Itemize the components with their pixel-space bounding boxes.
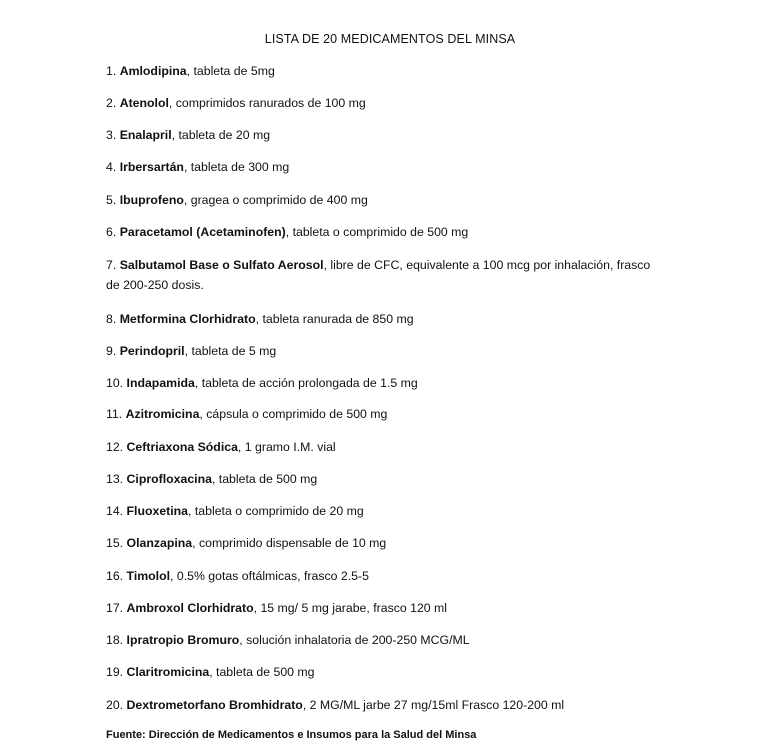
item-name: Ipratropio Bromuro bbox=[126, 633, 240, 647]
item-name: Ceftriaxona Sódica bbox=[126, 440, 238, 454]
item-description: , tableta de acción prolongada de 1.5 mg bbox=[194, 376, 418, 390]
item-name: Paracetamol (Acetaminofen) bbox=[119, 225, 286, 239]
item-name: Perindopril bbox=[119, 344, 185, 358]
list-item bbox=[106, 125, 666, 145]
item-number: 19. bbox=[106, 665, 124, 679]
item-description: , tableta de 5 mg bbox=[184, 344, 277, 358]
item-number: 7. bbox=[106, 258, 117, 272]
item-description: , tableta de 5mg bbox=[186, 64, 275, 78]
item-name: Timolol bbox=[126, 569, 171, 583]
item-name: Olanzapina bbox=[126, 536, 193, 550]
list-item bbox=[106, 437, 666, 457]
item-description: , tableta de 20 mg bbox=[171, 128, 271, 142]
item-description: , solución inhalatoria de 200-250 MCG/ML bbox=[239, 633, 470, 647]
item-description: , 2 MG/ML jarbe 27 mg/15ml Frasco 120-200 ml bbox=[302, 698, 565, 712]
list-item bbox=[106, 662, 666, 682]
list-item bbox=[106, 598, 666, 618]
item-description: , gragea o comprimido de 400 mg bbox=[183, 193, 368, 207]
item-description: , comprimido dispensable de 10 mg bbox=[192, 536, 387, 550]
list-item bbox=[106, 222, 666, 242]
item-name: Ambroxol Clorhidrato bbox=[126, 601, 254, 615]
item-description: , comprimidos ranurados de 100 mg bbox=[168, 96, 366, 110]
item-description: , tableta o comprimido de 20 mg bbox=[188, 504, 364, 518]
list-item bbox=[106, 190, 666, 210]
item-description: , cápsula o comprimido de 500 mg bbox=[199, 407, 388, 421]
item-name: Metformina Clorhidrato bbox=[119, 312, 256, 326]
item-number: 9. bbox=[106, 344, 117, 358]
item-number: 6. bbox=[106, 225, 117, 239]
item-number: 10. bbox=[106, 376, 124, 390]
item-number: 1. bbox=[106, 64, 117, 78]
item-name: Ibuprofeno bbox=[119, 193, 184, 207]
item-name: Enalapril bbox=[119, 128, 172, 142]
item-number: 15. bbox=[106, 536, 124, 550]
list-item bbox=[106, 373, 666, 393]
item-number: 12. bbox=[106, 440, 124, 454]
item-number: 11. bbox=[106, 407, 123, 421]
list-item bbox=[106, 566, 666, 586]
item-description: , tableta de 300 mg bbox=[183, 160, 290, 174]
item-name: Dextrometorfano Bromhidrato bbox=[126, 698, 303, 712]
list-item bbox=[106, 255, 666, 295]
item-number: 8. bbox=[106, 312, 117, 326]
item-number: 5. bbox=[106, 193, 117, 207]
item-description: , 15 mg/ 5 mg jarabe, frasco 120 ml bbox=[253, 601, 448, 615]
list-item bbox=[106, 61, 666, 81]
item-number: 3. bbox=[106, 128, 117, 142]
item-description: , tableta de 500 mg bbox=[209, 665, 315, 679]
list-item bbox=[106, 695, 666, 715]
item-name: Fluoxetina bbox=[126, 504, 189, 518]
list-item bbox=[106, 309, 666, 329]
item-number: 14. bbox=[106, 504, 124, 518]
item-name: Azitromicina bbox=[125, 407, 200, 421]
list-item bbox=[106, 469, 666, 489]
item-description: , libre de CFC, equivalente a 100 mcg por inhalación, frasco de 200-250 dosis. bbox=[106, 258, 651, 292]
item-name: Ciprofloxacina bbox=[126, 472, 212, 486]
item-description: , tableta ranurada de 850 mg bbox=[255, 312, 414, 326]
item-name: Salbutamol Base o Sulfato Aerosol bbox=[119, 258, 324, 272]
list-item bbox=[106, 533, 666, 553]
item-number: 20. bbox=[106, 698, 124, 712]
item-description: , 1 gramo I.M. vial bbox=[237, 440, 336, 454]
item-name: Indapamida bbox=[126, 376, 195, 390]
item-number: 4. bbox=[106, 160, 117, 174]
item-description: , 0.5% gotas oftálmicas, frasco 2.5-5 bbox=[170, 569, 369, 583]
item-name: Claritromicina bbox=[126, 665, 210, 679]
item-description: , tableta o comprimido de 500 mg bbox=[285, 225, 469, 239]
list-item bbox=[106, 341, 666, 361]
document-title: LISTA DE 20 MEDICAMENTOS DEL MINSA bbox=[264, 32, 516, 46]
item-name: Amlodipina bbox=[119, 64, 187, 78]
item-number: 18. bbox=[106, 633, 124, 647]
source-note: Fuente: Dirección de Medicamentos e Insumos para la Salud del Minsa bbox=[106, 729, 477, 741]
item-name: Atenolol bbox=[119, 96, 169, 110]
item-number: 2. bbox=[106, 96, 117, 110]
item-number: 13. bbox=[106, 472, 124, 486]
list-item bbox=[106, 157, 666, 177]
item-number: 17. bbox=[106, 601, 124, 615]
list-item bbox=[106, 630, 666, 650]
list-item bbox=[106, 93, 666, 113]
item-description: , tableta de 500 mg bbox=[211, 472, 318, 486]
item-number: 16. bbox=[106, 569, 124, 583]
list-item bbox=[106, 404, 666, 424]
item-name: Irbersartán bbox=[119, 160, 184, 174]
list-item bbox=[106, 501, 666, 521]
